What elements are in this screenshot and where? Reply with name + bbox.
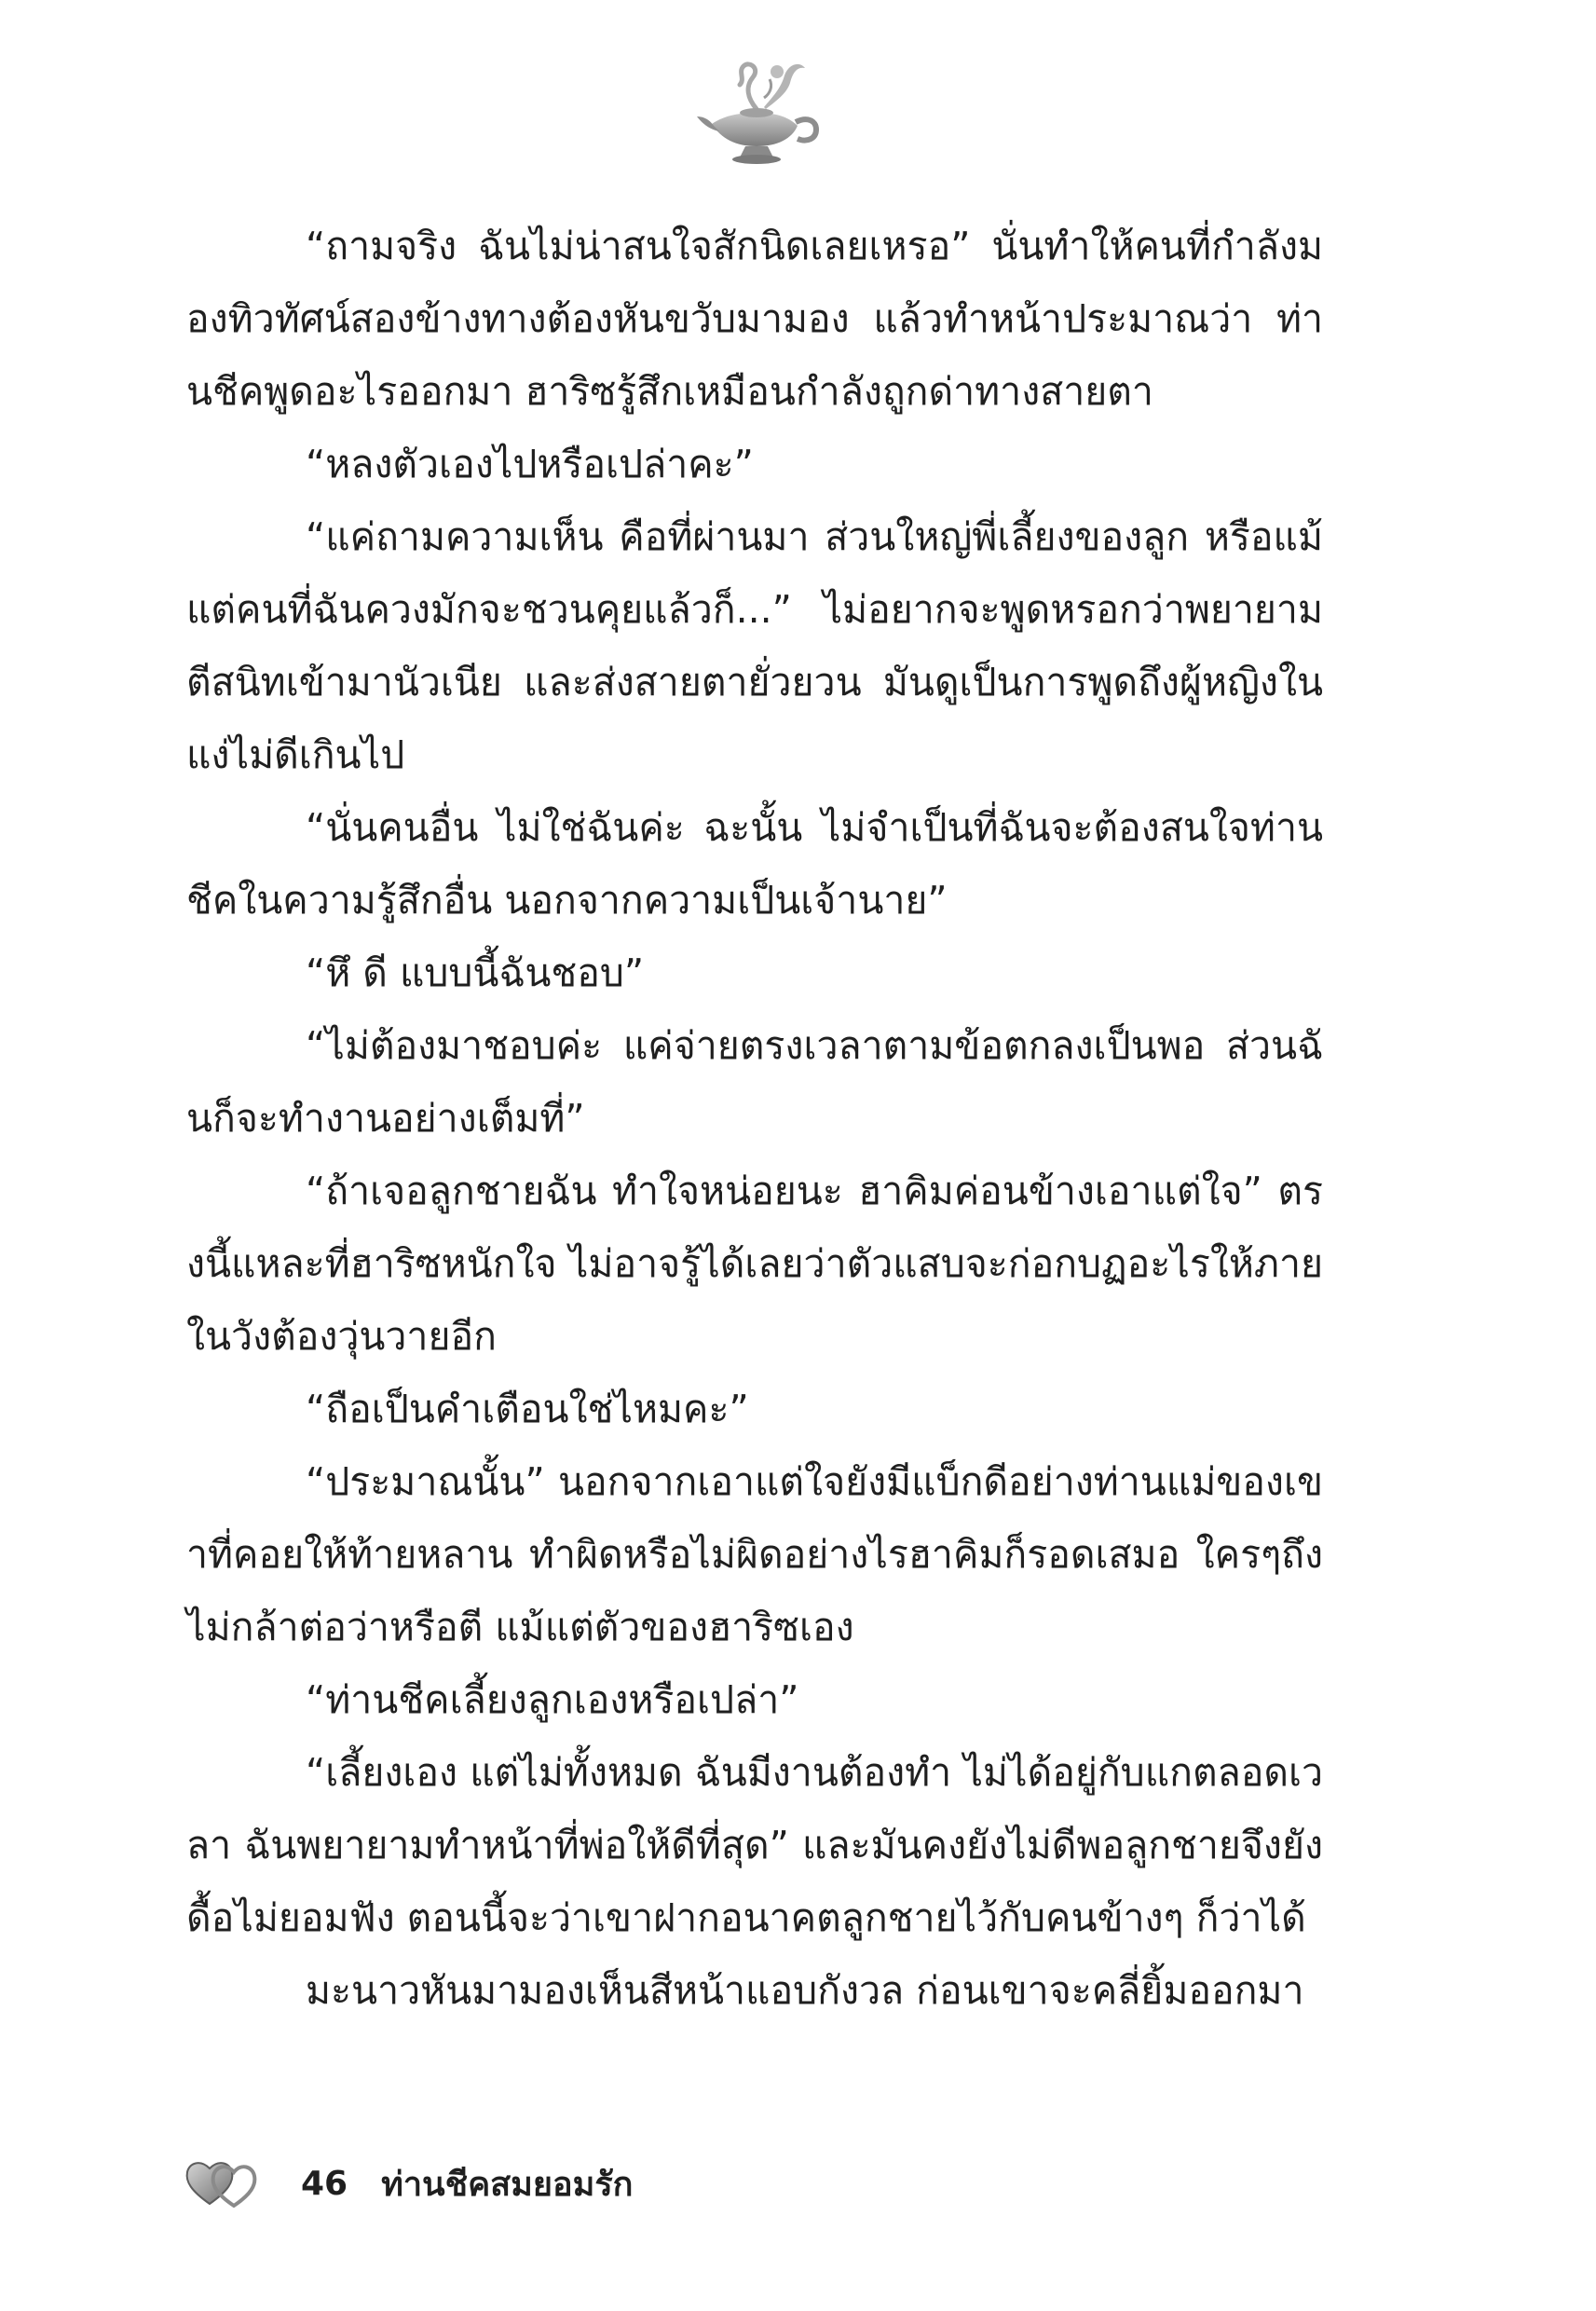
paragraph: “ถ้าเจอลูกชายฉัน ทำใจหน่อยนะ ฮาคิมค่อนข้างเอาแต่ใจ” ตรงนี้แหละที่ฮาริซหนักใจ ไม่อาจรู้ได้เลยว่าตัวแสบจะก่อกบฏอะไรให้ภายในวังต้องวุ่นวายอีก [186, 1169, 1323, 1359]
paragraph: “แค่ถามความเห็น คือที่ผ่านมา ส่วนใหญ่พี่เลี้ยงของลูก หรือแม้แต่คนที่ฉันควงมักจะชวนคุยแล้วก็...” ไม่อยากจะพูดหรอกว่าพยายามตีสนิทเข้ามานัวเนีย และส่งสายตายั่วยวน มันดูเป็นการพูดถึงผู้หญิงในแง่ไม่ดีเกินไป [186, 514, 1323, 777]
paragraph: “ไม่ต้องมาชอบค่ะ แค่จ่ายตรงเวลาตามข้อตกลงเป็นพอ ส่วนฉันก็จะทำงานอย่างเต็มที่” [186, 1023, 1323, 1141]
paragraph: “หึ ดี แบบนี้ฉันชอบ” [306, 950, 645, 995]
double-heart-icon [182, 2155, 266, 2211]
paragraph: “หลงตัวเองไปหรือเปล่าคะ” [306, 442, 754, 486]
paragraph: “ถือเป็นคำเตือนใช่ไหมคะ” [306, 1387, 749, 1431]
paragraph: มะนาวหันมามองเห็นสีหน้าแอบกังวล ก่อนเขาจะคลี่ยิ้มออกมา [306, 1968, 1304, 2013]
paragraph: “ถามจริง ฉันไม่น่าสนใจสักนิดเลยเหรอ” นั่นทำให้คนที่กำลังมองทิวทัศน์สองข้างทางต้องหันขวับมามอง แล้วทำหน้าประมาณว่า ท่านชีคพูดอะไรออกมา ฮาริซรู้สึกเหมือนกำลังถูกด่าทางสายตา [186, 224, 1323, 414]
page-number: 46 [301, 2164, 348, 2203]
paragraph: “นั่นคนอื่น ไม่ใช่ฉันค่ะ ฉะนั้น ไม่จำเป็นที่ฉันจะต้องสนใจท่านชีคในความรู้สึกอื่น นอกจากความเป็นเจ้านาย” [186, 805, 1323, 923]
book-title: ท่านชีคสมยอมรัก [381, 2165, 634, 2204]
genie-lamp-icon [691, 51, 822, 168]
paragraph: “ประมาณนั้น” นอกจากเอาแต่ใจยังมีแบ็กดีอย่างท่านแม่ของเขาที่คอยให้ท้ายหลาน ทำผิดหรือไม่ผิดอย่างไรฮาคิมก็รอดเสมอ ใครๆถึงไม่กล้าต่อว่าหรือตี แม้แต่ตัวของฮาริซเอง [186, 1459, 1323, 1649]
page-footer [182, 2151, 633, 2216]
story-text [186, 210, 1323, 2027]
paragraph: “เลี้ยงเอง แต่ไม่ทั้งหมด ฉันมีงานต้องทำ ไม่ได้อยู่กับแกตลอดเวลา ฉันพยายามทำหน้าที่พ่อให้ดีที่สุด” และมันคงยังไม่ดีพอลูกชายจึงยังดื้อไม่ยอมฟัง ตอนนี้จะว่าเขาฝากอนาคตลูกชายไว้กับคนข้างๆ ก็ว่าได้ [186, 1750, 1323, 1940]
paragraph: “ท่านชีคเลี้ยงลูกเองหรือเปล่า” [306, 1677, 799, 1722]
